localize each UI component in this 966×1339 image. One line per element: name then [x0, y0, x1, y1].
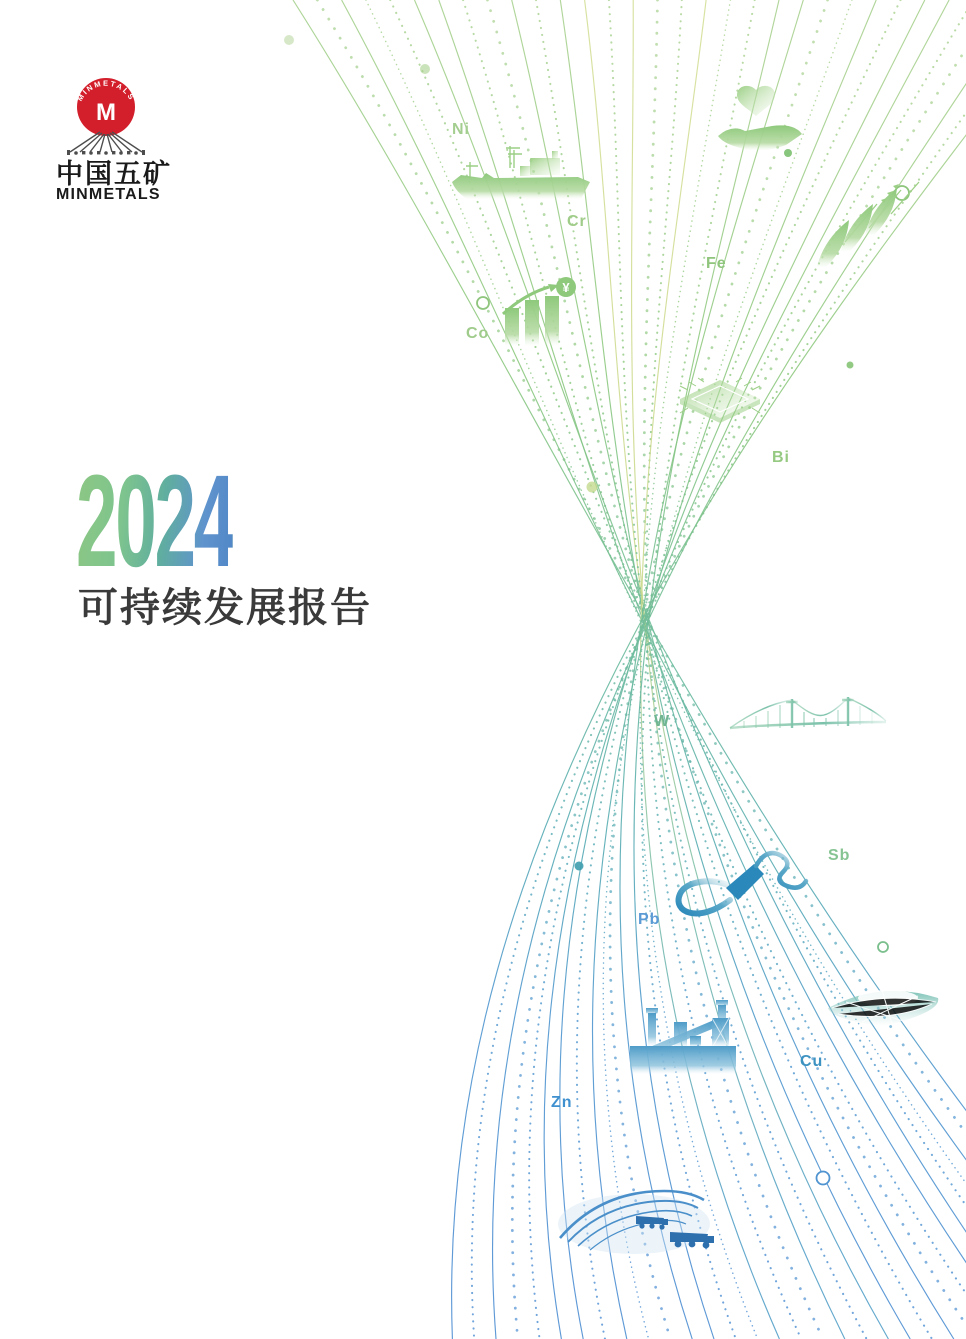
- element-label-fe: Fe: [706, 255, 727, 272]
- accent-ring: [817, 1172, 830, 1185]
- emblem-arc-text: MINMETALS: [75, 78, 137, 103]
- open-pit-mine-icon: [558, 1191, 714, 1254]
- accent-dots: [284, 35, 909, 1185]
- element-label-ni: Ni: [452, 121, 470, 138]
- haul-truck-icon: [670, 1232, 714, 1248]
- accent-dot: [847, 362, 854, 369]
- element-label-cu: Cu: [800, 1053, 824, 1070]
- element-label-bi: Bi: [772, 449, 790, 466]
- logo-chinese-name: 中国五矿: [56, 159, 172, 189]
- yuan-symbol: ¥: [562, 280, 570, 295]
- flow-lines: [293, 0, 966, 1339]
- haul-truck-icon: [636, 1216, 668, 1230]
- element-label-pb: Pb: [638, 911, 661, 928]
- accent-dot: [784, 149, 792, 157]
- factory-icon: [630, 1000, 736, 1074]
- growth-chart-yuan-icon: [503, 277, 576, 346]
- accent-dot: [420, 64, 430, 74]
- report-year: 2024: [76, 447, 233, 594]
- stadium-icon: [828, 990, 938, 1026]
- report-title: 可持续发展报告: [78, 586, 372, 630]
- logo-english-name: MINMETALS: [56, 186, 161, 203]
- accent-dot: [587, 482, 598, 493]
- heart-in-hand-icon: [718, 86, 802, 151]
- element-label-co: Co: [466, 325, 490, 342]
- accent-ring: [878, 942, 888, 952]
- minmetals-emblem-icon: [56, 76, 156, 156]
- accent-ring: [477, 297, 489, 309]
- cargo-ship-icon: [452, 146, 590, 199]
- accent-dot: [575, 862, 584, 871]
- element-label-zn: Zn: [551, 1094, 573, 1111]
- element-label-w: W: [654, 713, 671, 730]
- element-label-sb: Sb: [828, 847, 851, 864]
- accent-dot: [284, 35, 294, 45]
- accent-ring: [895, 186, 909, 200]
- element-label-cr: Cr: [567, 213, 587, 230]
- emblem-letter: M: [96, 99, 116, 126]
- suspension-bridge-icon: [730, 697, 886, 728]
